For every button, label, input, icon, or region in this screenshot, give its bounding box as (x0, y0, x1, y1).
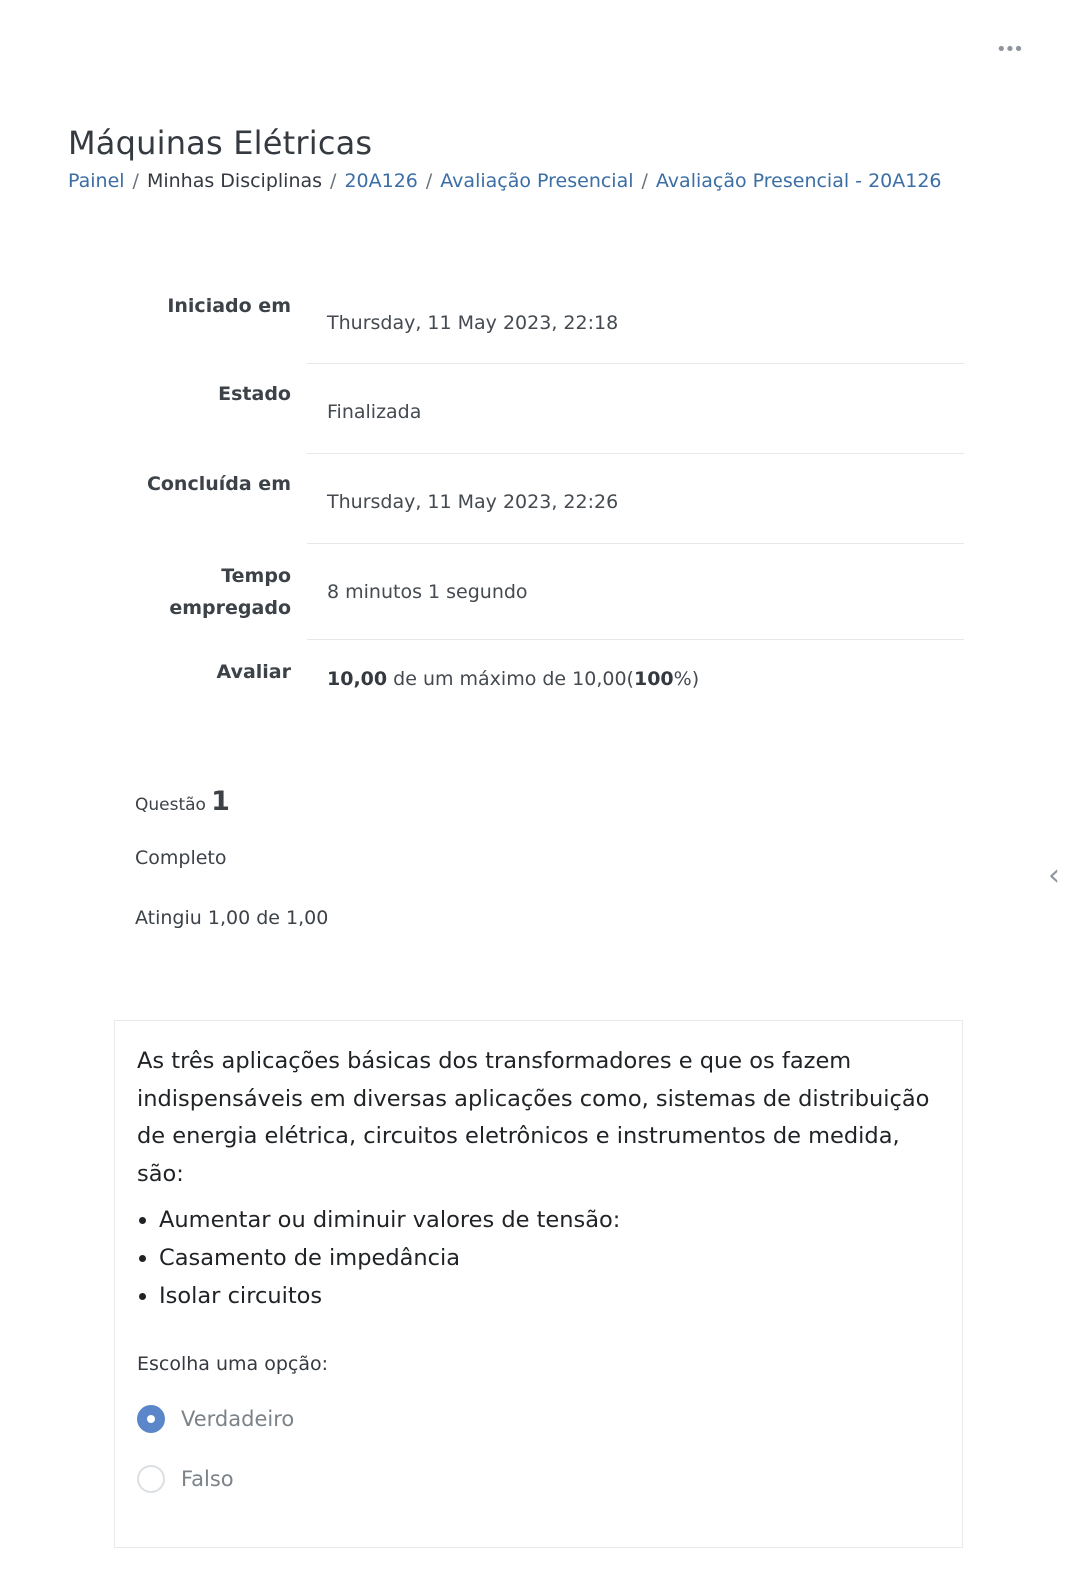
question-content (114, 1020, 963, 1548)
started-label: Iniciado em (167, 295, 291, 317)
summary-row-state (100, 364, 964, 454)
breadcrumb-minhas-disciplinas: Minhas Disciplinas (146, 170, 323, 192)
summary-row-grade (100, 640, 964, 730)
breadcrumb-separator: / (132, 170, 139, 192)
breadcrumb-section[interactable]: Avaliação Presencial (440, 170, 634, 192)
option-verdadeiro[interactable] (137, 1405, 940, 1433)
completed-value: Thursday, 11 May 2023, 22:26 (307, 454, 964, 544)
question-grade: Atingiu 1,00 de 1,00 (135, 907, 329, 929)
breadcrumb-separator: / (425, 170, 433, 192)
grade-score: 10,00 (327, 668, 388, 690)
question-number: 1 (211, 786, 230, 817)
breadcrumb-course[interactable]: 20A126 (344, 170, 418, 192)
grade-end: %) (673, 668, 700, 690)
time-label-line2: empregado (169, 597, 291, 619)
question-info (135, 786, 328, 929)
breadcrumb-separator: / (330, 170, 337, 192)
question-text: As três aplicações básicas dos transformadores e que os fazem indispensáveis em diversas aplicações como, sistemas de distribuição de energia elétrica, circuitos eletrônicos e instrumentos de medida, são: (137, 1048, 930, 1187)
breadcrumb (68, 170, 942, 192)
page-title: Máquinas Elétricas (68, 124, 373, 162)
option-label: Verdadeiro (181, 1407, 295, 1431)
completed-label: Concluída em (146, 473, 291, 495)
option-falso[interactable] (137, 1465, 940, 1493)
radio-selected[interactable] (137, 1405, 165, 1433)
list-item: • Casamento de impedância (159, 1239, 940, 1277)
breadcrumb-separator: / (641, 170, 648, 192)
option-label: Falso (181, 1467, 234, 1491)
summary-row-started (100, 276, 964, 364)
time-value: 8 minutos 1 segundo (307, 544, 964, 640)
answer-prompt: Escolha uma opção: (137, 1353, 329, 1375)
question-heading (135, 786, 328, 817)
grade-value (307, 640, 964, 730)
started-value: Thursday, 11 May 2023, 22:18 (307, 276, 964, 364)
time-label (100, 544, 307, 640)
radio-unselected[interactable] (137, 1465, 165, 1493)
breadcrumb-painel[interactable]: Painel (68, 170, 125, 192)
state-label: Estado (218, 383, 291, 405)
time-label-line1: Tempo (221, 565, 291, 587)
more-options-icon[interactable]: ••• (996, 39, 1022, 60)
grade-percent: 100 (633, 668, 674, 690)
question-state: Completo (135, 847, 227, 869)
summary-row-completed (100, 454, 964, 544)
grade-middle: de um máximo de 10,00( (387, 668, 634, 690)
list-item: • Aumentar ou diminuir valores de tensão: (159, 1201, 940, 1239)
attempt-summary (100, 276, 964, 730)
question-bullets (137, 1201, 940, 1315)
list-item: • Isolar circuitos (159, 1277, 940, 1315)
breadcrumb-quiz[interactable]: Avaliação Presencial - 20A126 (655, 170, 942, 192)
question-label: Questão (135, 795, 206, 815)
state-value: Finalizada (307, 364, 964, 454)
grade-label: Avaliar (216, 661, 291, 683)
chevron-left-icon[interactable]: ‹ (1048, 858, 1060, 893)
summary-row-time (100, 544, 964, 640)
